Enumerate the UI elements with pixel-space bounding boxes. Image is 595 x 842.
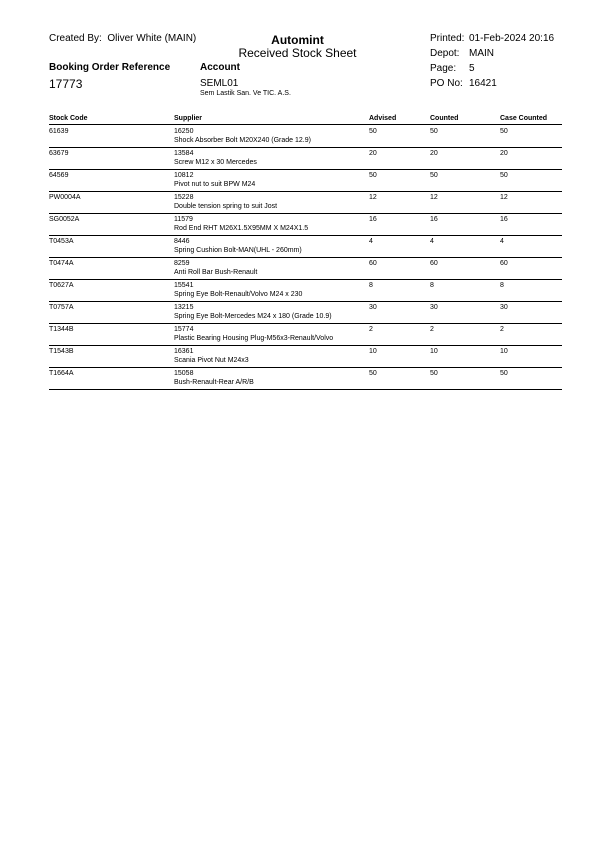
stock-code: T1543B	[49, 348, 74, 355]
counted-qty: 12	[430, 194, 438, 201]
company-name: Automint	[271, 33, 324, 47]
advised-qty: 30	[369, 304, 377, 311]
advised-qty: 16	[369, 216, 377, 223]
stock-code: 63679	[49, 150, 69, 157]
counted-qty: 20	[430, 150, 438, 157]
item-description: Scania Pivot Nut M24x3	[174, 357, 249, 364]
case-counted-qty: 60	[500, 260, 508, 267]
case-counted-qty: 50	[500, 370, 508, 377]
case-counted-qty: 10	[500, 348, 508, 355]
stock-code: SG0052A	[49, 216, 80, 223]
stock-code: T0757A	[49, 304, 74, 311]
item-description: Spring Cushion Bolt-MAN(UHL - 260mm)	[174, 247, 302, 254]
supplier-number: 10812	[174, 172, 194, 179]
printed-value: 01-Feb-2024 20:16	[469, 33, 555, 44]
item-description: Shock Absorber Bolt M20X240 (Grade 12.9)	[174, 137, 311, 144]
col-counted: Counted	[430, 115, 459, 122]
item-description: Spring Eye Bolt-Renault/Volvo M24 x 230	[174, 291, 303, 298]
row-divider	[49, 213, 562, 214]
supplier-number: 15228	[174, 194, 194, 201]
row-divider	[49, 235, 562, 236]
po-label: PO No:	[430, 78, 463, 89]
booking-ref-label: Booking Order Reference	[49, 62, 171, 73]
advised-qty: 8	[369, 282, 373, 289]
counted-qty: 50	[430, 128, 438, 135]
advised-qty: 50	[369, 172, 377, 179]
advised-qty: 10	[369, 348, 377, 355]
advised-qty: 50	[369, 370, 377, 377]
supplier-number: 16250	[174, 128, 194, 135]
item-description: Pivot nut to suit BPW M24	[174, 181, 256, 188]
row-divider	[49, 257, 562, 258]
case-counted-qty: 8	[500, 282, 504, 289]
advised-qty: 12	[369, 194, 377, 201]
stock-code: PW0004A	[49, 194, 81, 201]
case-counted-qty: 50	[500, 172, 508, 179]
case-counted-qty: 12	[500, 194, 508, 201]
col-stock-code: Stock Code	[49, 115, 88, 122]
page-value: 5	[469, 63, 475, 74]
account-label: Account	[200, 62, 240, 73]
counted-qty: 4	[430, 238, 434, 245]
supplier-number: 15774	[174, 326, 194, 333]
row-divider	[49, 301, 562, 302]
counted-qty: 30	[430, 304, 438, 311]
case-counted-qty: 20	[500, 150, 508, 157]
supplier-number: 13584	[174, 150, 194, 157]
printed-label: Printed:	[430, 33, 465, 44]
created-by-value: Oliver White (MAIN)	[107, 33, 197, 44]
counted-qty: 60	[430, 260, 438, 267]
advised-qty: 4	[369, 238, 373, 245]
item-description: Bush-Renault-Rear A/R/B	[174, 379, 254, 386]
case-counted-qty: 4	[500, 238, 504, 245]
col-supplier: Supplier	[174, 115, 203, 122]
case-counted-qty: 2	[500, 326, 504, 333]
depot-label: Depot:	[430, 48, 460, 59]
counted-qty: 50	[430, 172, 438, 179]
item-description: Spring Eye Bolt-Mercedes M24 x 180 (Grade 10.9)	[174, 313, 332, 320]
stock-code: 61639	[49, 128, 69, 135]
row-divider	[49, 169, 562, 170]
item-description: Rod End RHT M26X1.5X95MM X M24X1.5	[174, 225, 309, 232]
depot-value: MAIN	[469, 48, 494, 59]
sheet-title: Received Stock Sheet	[238, 46, 357, 60]
row-divider	[49, 345, 562, 346]
item-description: Anti Roll Bar Bush-Renault	[174, 269, 258, 276]
created-by-label: Created By:	[49, 33, 102, 44]
row-divider	[49, 389, 562, 390]
account-name: Sem Lastik San. Ve TIC. A.S.	[200, 90, 291, 97]
row-divider	[49, 367, 562, 368]
advised-qty: 2	[369, 326, 373, 333]
supplier-number: 16361	[174, 348, 194, 355]
advised-qty: 50	[369, 128, 377, 135]
stock-code: T1344B	[49, 326, 74, 333]
header-divider	[49, 124, 562, 125]
row-divider	[49, 191, 562, 192]
account-code: SEML01	[200, 78, 239, 89]
page-label: Page:	[430, 63, 457, 74]
item-description: Plastic Bearing Housing Plug-M56x3-Renault/Volvo	[174, 335, 334, 342]
stock-code: T0627A	[49, 282, 74, 289]
stock-code: T0453A	[49, 238, 74, 245]
supplier-number: 8446	[174, 238, 190, 245]
case-counted-qty: 30	[500, 304, 508, 311]
stock-code: T1664A	[49, 370, 74, 377]
supplier-number: 8259	[174, 260, 190, 267]
advised-qty: 20	[369, 150, 377, 157]
booking-ref-value: 17773	[49, 77, 83, 91]
supplier-number: 11579	[174, 216, 193, 223]
counted-qty: 2	[430, 326, 434, 333]
case-counted-qty: 16	[500, 216, 508, 223]
counted-qty: 8	[430, 282, 434, 289]
supplier-number: 13215	[174, 304, 194, 311]
col-case-counted: Case Counted	[500, 115, 548, 122]
item-description: Double tension spring to suit Jost	[174, 203, 278, 210]
po-value: 16421	[469, 78, 497, 89]
case-counted-qty: 50	[500, 128, 508, 135]
counted-qty: 10	[430, 348, 438, 355]
item-description: Screw M12 x 30 Mercedes	[174, 159, 257, 166]
stock-code: T0474A	[49, 260, 74, 267]
row-divider	[49, 279, 562, 280]
row-divider	[49, 323, 562, 324]
counted-qty: 16	[430, 216, 438, 223]
advised-qty: 60	[369, 260, 377, 267]
supplier-number: 15058	[174, 370, 194, 377]
supplier-number: 15541	[174, 282, 194, 289]
row-divider	[49, 147, 562, 148]
stock-code: 64569	[49, 172, 69, 179]
col-advised: Advised	[369, 115, 397, 122]
counted-qty: 50	[430, 370, 438, 377]
